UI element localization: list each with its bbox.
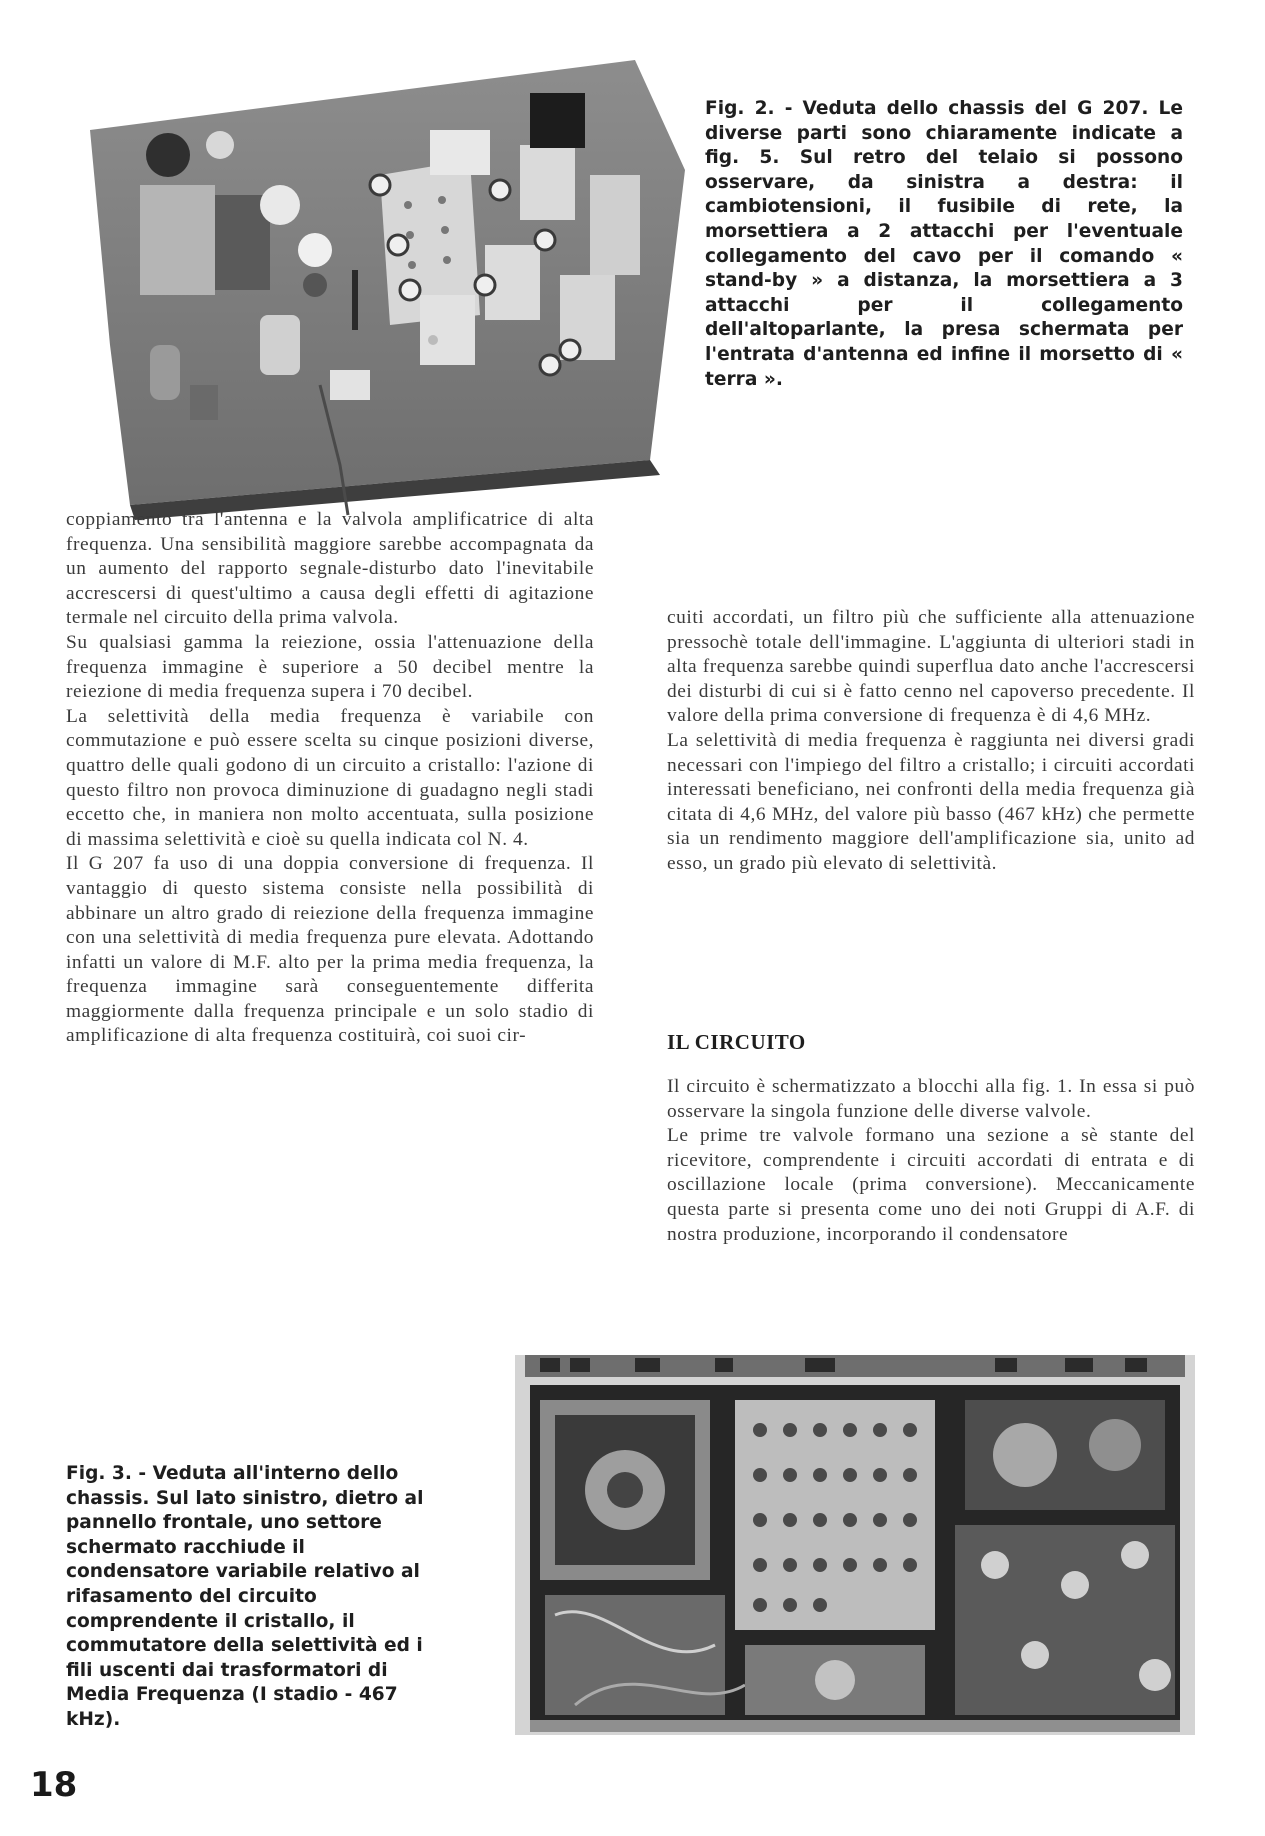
paragraph: La selettività della media frequenza è variabile con commutazione e può essere scelta su cinque posizioni diverse, quattro delle quali godono di un circuito a cristallo: l'azione di questo filtro non provoca diminuzione di guadagno negli stadi eccetto che, in maniera non molto accentuata, sulla posizione di massima selettività e cioè su quella indicata col N. 4. bbox=[66, 705, 594, 850]
page-number: 18 bbox=[30, 1765, 78, 1805]
paragraph: coppiamento tra l'antenna e la valvola amplificatrice di alta frequenza. Una sensibilità maggiore sarebbe accompagnata da un aumento del rapporto segnale-disturbo dato l'inevitabile accrescersi di quest'ultimo a causa degli effetti di agitazione termale nel circuito della prima valvola. bbox=[66, 509, 594, 629]
left-text-column bbox=[66, 508, 594, 1049]
figure-2-photo bbox=[80, 45, 695, 565]
paragraph: Su qualsiasi gamma la reiezione, ossia l'attenuazione della frequenza immagine è superiore a 50 decibel mentre la reiezione di media frequenza supera i 70 decibel. bbox=[66, 631, 594, 703]
figure-2-caption: Fig. 2. - Veduta dello chassis del G 207. Le diverse parti sono chiaramente indicate a fig. 5. Sul retro del telaio si possono osservare, da sinistra a destra: il cambiotensioni, il fusibile di rete, la morsettiera a 2 attacchi per l'eventuale collegamento del cavo per il comando « stand-by » a distanza, la morsettiera a 3 attacchi per il collegamento dell'altoparlante, la presa schermata per l'entrata d'antenna ed infine il morsetto di « terra ». bbox=[705, 98, 1183, 390]
right-text-column-top bbox=[667, 606, 1195, 877]
figure-3-photo bbox=[515, 1355, 1195, 1735]
figure-3-caption: Fig. 3. - Veduta all'interno dello chassis. Sul lato sinistro, dietro al pannello frontale, uno settore schermato racchiude il condensatore variabile relativo al rifasamento del circuito comprendente il cristallo, il commutatore della selettività ed i fili uscenti dai trasformatori di Media Frequenza (I stadio - 467 kHz). bbox=[66, 1463, 424, 1730]
paragraph: Il G 207 fa uso di una doppia conversione di frequenza. Il vantaggio di questo sistema consiste nella possibilità di abbinare un altro grado di reiezione della frequenza immagine con una selettività di media frequenza pure elevata. Adottando infatti un valore di M.F. alto per la prima media frequenza, la frequenza immagine sarà conseguentemente differita maggiormente dalla frequenza principale e un solo stadio di amplificazione di alta frequenza costituirà, coi suoi cir- bbox=[66, 853, 594, 1047]
right-text-column-bottom bbox=[667, 1075, 1195, 1247]
paragraph: La selettività di media frequenza è raggiunta nei diversi gradi necessari con l'impiego del filtro a cristallo; i circuiti accordati interessati beneficiano, nei confronti della media frequenza già citata di 4,6 MHz, del valore più basso (467 kHz) che permette sia un rendimento maggiore dell'amplificazione sia, unito ad esso, un grado più elevato di selettività. bbox=[667, 729, 1195, 874]
paragraph: cuiti accordati, un filtro più che sufficiente alla attenuazione pressochè totale dell'immagine. L'aggiunta di ulteriori stadi in alta frequenza sarebbe quindi superflua dato anche l'accrescersi dei disturbi di cui si è fatto cenno nel capoverso precedente. Il valore della prima conversione di frequenza è di 4,6 MHz. bbox=[667, 607, 1195, 727]
paragraph: Le prime tre valvole formano una sezione a sè stante del ricevitore, comprendente i circuiti accordati di entrata e di oscillazione locale (prima conversione). Meccanicamente questa parte si presenta come uno dei noti Gruppi di A.F. di nostra produzione, incorporando il condensatore bbox=[667, 1125, 1195, 1245]
paragraph: Il circuito è schermatizzato a blocchi alla fig. 1. In essa si può osservare la singola funzione delle diverse valvole. bbox=[667, 1076, 1195, 1122]
section-heading: IL CIRCUITO bbox=[667, 1030, 806, 1054]
